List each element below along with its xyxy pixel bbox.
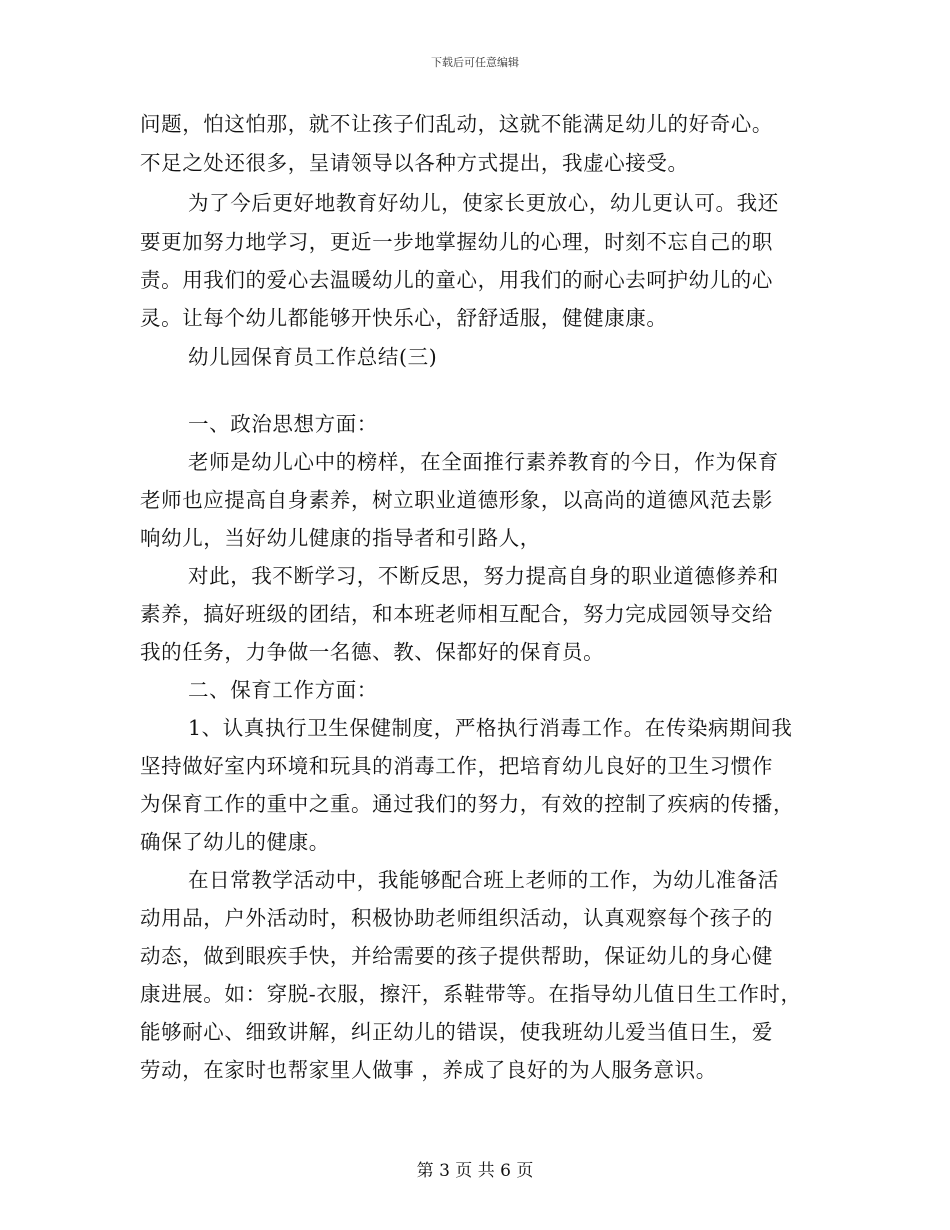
text-line: 确保了幼儿的健康。 — [140, 830, 330, 854]
text-line: 老师也应提高自身素养，树立职业道德形象，以高尚的道德风范去影 — [140, 488, 773, 512]
text-line: 1、认真执行卫生保健制度，严格执行消毒工作。在传染病期间我 — [188, 716, 793, 740]
text-line: 为保育工作的重中之重。通过我们的努力，有效的控制了疾病的传播， — [140, 792, 795, 816]
text-line: 劳动，在家时也帮家里人做事 ，养成了良好的为人服务意识。 — [140, 1058, 717, 1082]
text-line: 责。用我们的爱心去温暖幼儿的童心，用我们的耐心去呵护幼儿的心 — [140, 268, 773, 292]
text-line: 为了今后更好地教育好幼儿，使家长更放心，幼儿更认可。我还 — [188, 191, 779, 215]
text-line: 对此，我不断学习，不断反思，努力提高自身的职业道德修养和 — [188, 564, 779, 588]
section-heading: 一、政治思想方面： — [188, 412, 378, 436]
page-number: 第 3 页 共 6 页 — [416, 1161, 534, 1181]
text-line: 要更加努力地学习，更近一步地掌握幼儿的心理，时刻不忘自己的职 — [140, 230, 773, 254]
text-line: 康进展。如：穿脱-衣服，擦汗，系鞋带等。在指导幼儿值日生工作时， — [140, 982, 802, 1006]
text-line: 动用品，户外活动时，积极协助老师组织活动，认真观察每个孩子的 — [140, 906, 773, 930]
page-header-note: 下载后可任意编辑 — [431, 56, 519, 69]
text-line: 响幼儿，当好幼儿健康的指导者和引路人， — [140, 526, 541, 550]
text-line: 坚持做好室内环境和玩具的消毒工作，把培育幼儿良好的卫生习惯作 — [140, 754, 773, 778]
section-title: 幼儿园保育员工作总结(三) — [188, 345, 438, 369]
text-line: 我的任务，力争做一名德、教、保都好的保育员。 — [140, 640, 605, 664]
text-line: 问题，怕这怕那，就不让孩子们乱动，这就不能满足幼儿的好奇心。 — [140, 112, 773, 136]
text-line: 素养，搞好班级的团结，和本班老师相互配合，努力完成园领导交给 — [140, 602, 773, 626]
text-line: 在日常教学活动中，我能够配合班上老师的工作，为幼儿准备活 — [188, 868, 779, 892]
text-line: 不足之处还很多，呈请领导以各种方式提出，我虚心接受。 — [140, 151, 689, 175]
text-line: 能够耐心、细致讲解，纠正幼儿的错误，使我班幼儿爱当值日生，爱 — [140, 1020, 773, 1044]
section-heading: 二、保育工作方面： — [188, 678, 378, 702]
text-line: 动态，做到眼疾手快，并给需要的孩子提供帮助，保证幼儿的身心健 — [140, 944, 773, 968]
text-line: 老师是幼儿心中的榜样，在全面推行素养教育的今日，作为保育 — [188, 450, 779, 474]
text-line: 灵。让每个幼儿都能够开快乐心，舒舒适服，健健康康。 — [140, 306, 668, 330]
